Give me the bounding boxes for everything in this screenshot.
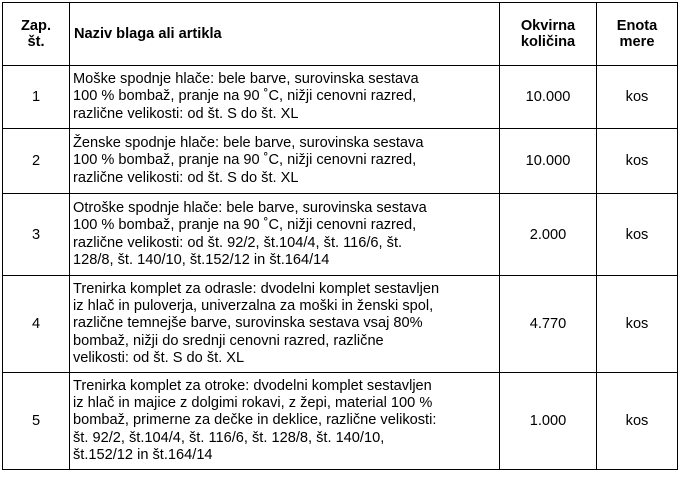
row-number: 5 <box>3 373 70 470</box>
row-quantity: 4.770 <box>500 276 597 373</box>
header-unit-line2: mere <box>619 34 655 50</box>
row-quantity: 1.000 <box>500 373 597 470</box>
header-quantity-line1: Okvirna <box>520 18 576 34</box>
items-table <box>2 2 678 470</box>
row-unit: kos <box>597 66 678 129</box>
row-number: 4 <box>3 276 70 373</box>
header-quantity <box>500 3 597 66</box>
table-header-row <box>3 3 678 66</box>
row-quantity: 10.000 <box>500 66 597 129</box>
table-row <box>3 66 678 129</box>
row-unit: kos <box>597 194 678 276</box>
header-unit-line1: Enota <box>616 18 658 34</box>
row-quantity: 10.000 <box>500 129 597 194</box>
header-unit <box>597 3 678 66</box>
header-item-number-line1: Zap. <box>21 18 51 34</box>
row-number: 1 <box>3 66 70 129</box>
row-unit: kos <box>597 129 678 194</box>
row-unit: kos <box>597 373 678 470</box>
row-description: Ženske spodnje hlače: bele barve, surovinska sestava 100 % bombaž, pranje na 90 ˚C, nižji cenovni razred, različne velikosti: od št. S do št. XL <box>70 129 500 194</box>
row-description: Otroške spodnje hlače: bele barve, surovinska sestava 100 % bombaž, pranje na 90 ˚C, nižji cenovni razred, različne velikosti: od št. 92/2, št.104/4, št. 116/6, št. 128/8, št. 140/10, št.152/12 in št.164/14 <box>70 194 500 276</box>
row-number: 2 <box>3 129 70 194</box>
row-description: Moške spodnje hlače: bele barve, surovinska sestava 100 % bombaž, pranje na 90 ˚C, nižji cenovni razred, različne velikosti: od št. S do št. XL <box>70 66 500 129</box>
header-item-number-line2: št. <box>27 34 45 50</box>
header-item-name: Naziv blaga ali artikla <box>70 3 500 66</box>
row-description: Trenirka komplet za otroke: dvodelni komplet sestavljen iz hlač in majice z dolgimi rokavi, z žepi, material 100 % bombaž, primerne za dečke in deklice, različne velikosti: št. 92/2, št.104/4, št. 116/6, št. 128/8, št. 140/10, št.152/12 in št.164/14 <box>70 373 500 470</box>
row-quantity: 2.000 <box>500 194 597 276</box>
table-row <box>3 276 678 373</box>
table-row <box>3 194 678 276</box>
table-row <box>3 373 678 470</box>
header-quantity-line2: količina <box>520 34 576 50</box>
table-row <box>3 129 678 194</box>
header-item-number <box>3 3 70 66</box>
row-unit: kos <box>597 276 678 373</box>
row-number: 3 <box>3 194 70 276</box>
row-description: Trenirka komplet za odrasle: dvodelni komplet sestavljen iz hlač in puloverja, univerzalna za moški in ženski spol, različne temnejše barve, surovinska sestava vsaj 80% bombaž, nižji do srednji cenovni razred, različne velikosti: od št. S do št. XL <box>70 276 500 373</box>
